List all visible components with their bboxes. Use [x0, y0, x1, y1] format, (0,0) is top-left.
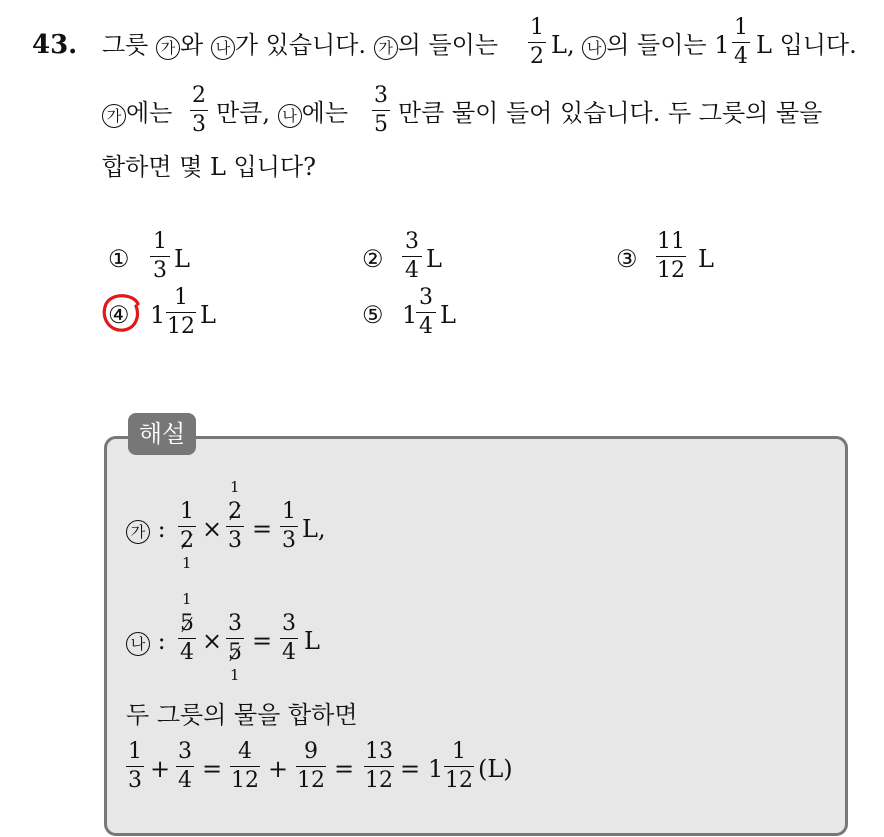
question-text: 의 들이는 1 — [606, 31, 730, 59]
solution-combine-text: 두 그릇의 물을 합하면 — [126, 701, 358, 729]
choice-4-mark[interactable]: ④ — [108, 301, 130, 329]
sol1-frac-b: 2 3 — [228, 499, 242, 553]
colon: : — [157, 627, 166, 655]
choice-3-mark[interactable]: ③ — [616, 245, 638, 273]
choice-3-unit: L — [698, 245, 714, 273]
fraction-quarter: 1 4 — [734, 15, 748, 69]
sol2-times: × — [202, 627, 223, 655]
sol2-equals: = — [252, 627, 273, 655]
question-line-2 — [102, 98, 172, 128]
ga-circle-symbol: 가 — [156, 36, 180, 60]
sol3-frac-1: 1 3 — [128, 739, 142, 793]
sol1-cancel-b: 1 — [230, 478, 240, 496]
question-text: 에는 — [126, 99, 173, 127]
na-circle-symbol: 나 — [126, 632, 150, 656]
sol3-equals-2: = — [334, 755, 355, 783]
sol3-whole: 1 — [428, 755, 444, 783]
sol3-plus-2: + — [268, 755, 289, 783]
sol2-cancel-a: 1 — [182, 590, 192, 608]
sol3-frac-3: 4 12 — [231, 739, 259, 793]
sol3-frac-5: 13 12 — [365, 739, 393, 793]
sol2-result: 3 4 — [282, 611, 296, 665]
choice-5-whole: 1 — [402, 301, 418, 329]
sol3-unit: (L) — [478, 755, 513, 783]
sol1-cancel-a: 1 — [182, 554, 192, 572]
sol2-frac-a: 5 4 — [180, 611, 194, 665]
question-text: 그릇 — [102, 31, 149, 59]
choice-5-unit: L — [440, 301, 456, 329]
choice-5-fraction: 3 4 — [416, 286, 436, 339]
answer-circle-mark — [98, 290, 146, 338]
choice-2-mark[interactable]: ② — [362, 245, 384, 273]
sol1-result: 1 3 — [282, 499, 296, 553]
sol3-frac-4: 9 12 — [297, 739, 325, 793]
fraction-two-thirds: 2 3 — [192, 83, 206, 137]
question-text: L, — [551, 31, 575, 59]
fraction-three-fifths: 3 5 — [374, 83, 388, 137]
solution-ga-label — [126, 514, 166, 544]
choice-4-whole: 1 — [150, 301, 166, 329]
choice-3-fraction: 11 12 — [657, 229, 685, 283]
choice-1-fraction: 1 3 — [150, 230, 170, 283]
na-circle-symbol: 나 — [582, 36, 606, 60]
ga-circle-symbol: 가 — [374, 36, 398, 60]
choice-4-unit: L — [200, 301, 216, 329]
sol1-times: × — [202, 515, 223, 543]
question-line-1-cont — [551, 30, 729, 60]
solution-na-label — [126, 626, 166, 656]
choice-1-unit: L — [174, 245, 190, 273]
na-circle-symbol: 나 — [278, 104, 302, 128]
sol2-cancel-b: 1 — [230, 666, 240, 684]
sol1-unit: L, — [302, 515, 326, 543]
question-text: 가 있습니다. — [234, 31, 367, 59]
sol1-equals: = — [252, 515, 273, 543]
sol3-frac-2: 3 4 — [178, 739, 192, 793]
fraction-half: 1 2 — [530, 15, 544, 69]
choice-5-mark[interactable]: ⑤ — [362, 301, 384, 329]
question-text: 만큼, — [216, 99, 270, 127]
sol1-frac-a: 1 2 — [180, 499, 194, 553]
choice-2-fraction: 3 4 — [402, 230, 422, 283]
question-text: 에는 — [301, 99, 349, 127]
question-number: 43. — [32, 30, 78, 60]
ga-circle-symbol: 가 — [126, 520, 150, 544]
sol3-equals-3: = — [400, 755, 421, 783]
choice-1-mark[interactable]: ① — [108, 245, 130, 273]
ga-circle-symbol: 가 — [102, 104, 126, 128]
question-text: 와 — [180, 31, 204, 59]
question-line-2-end: 만큼 물이 들어 있습니다. 두 그릇의 물을 — [398, 99, 823, 127]
question-line-1-end: L 입니다. — [756, 31, 857, 59]
sol3-frac-6: 1 12 — [445, 739, 473, 793]
question-line-3: 합하면 몇 L 입니다? — [102, 153, 316, 181]
question-line-2-mid — [216, 98, 348, 128]
sol2-frac-b: 3 5 — [228, 611, 242, 665]
na-circle-symbol: 나 — [211, 36, 235, 60]
sol2-unit: L — [304, 627, 320, 655]
choice-2-unit: L — [426, 245, 442, 273]
sol3-equals-1: = — [202, 755, 223, 783]
colon: : — [157, 515, 166, 543]
solution-tag: 해설 — [128, 413, 196, 455]
choice-4-fraction: 1 12 — [167, 285, 195, 339]
question-line-1 — [102, 30, 498, 60]
question-text: 의 들이는 — [397, 31, 499, 59]
sol3-plus-1: + — [150, 755, 171, 783]
